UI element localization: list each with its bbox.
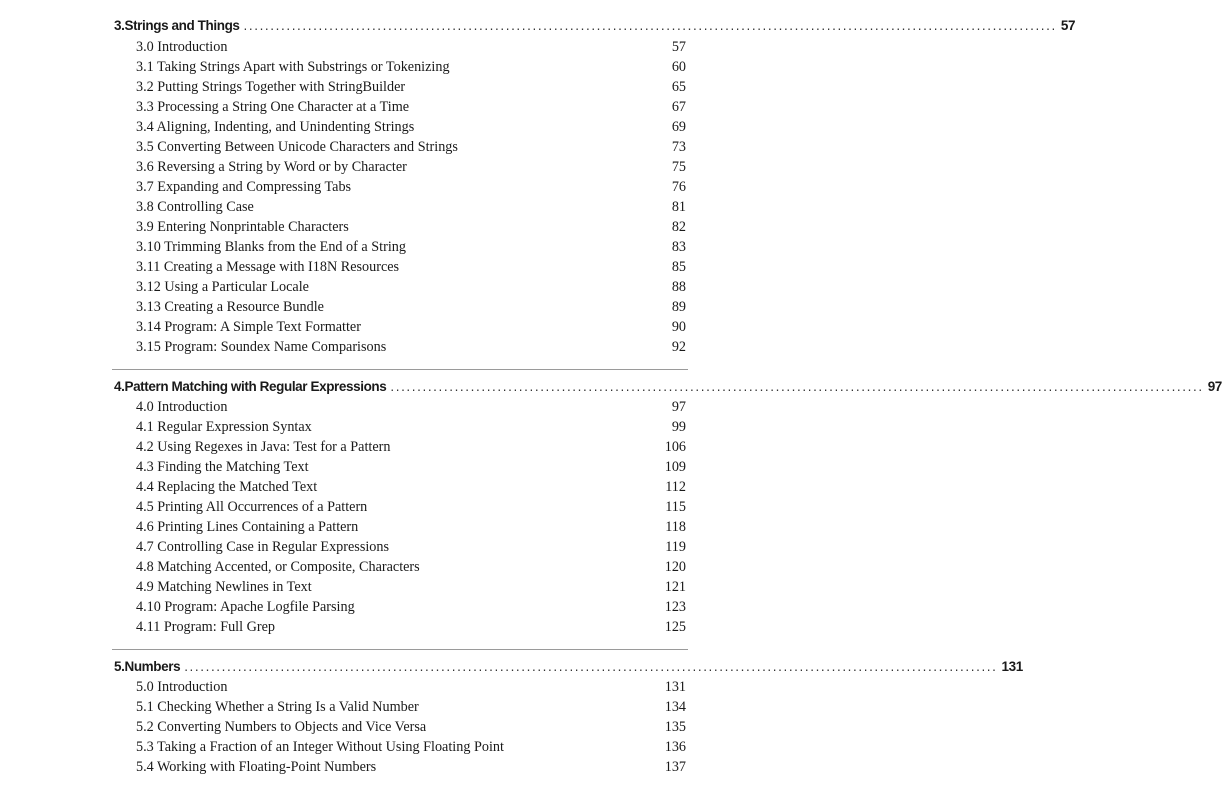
section-label: 4.7 Controlling Case in Regular Expressions xyxy=(136,539,389,555)
section-entry[interactable] xyxy=(136,259,686,279)
section-label: 4.1 Regular Expression Syntax xyxy=(136,419,312,435)
section-entry[interactable] xyxy=(136,159,686,179)
chapter-title: Numbers xyxy=(124,659,181,674)
chapter-page-number: 97 xyxy=(1207,379,1222,394)
section-entry[interactable] xyxy=(136,439,686,459)
section-page-number: 119 xyxy=(665,539,686,555)
section-entry[interactable] xyxy=(136,199,686,219)
section-entry[interactable] xyxy=(136,219,686,239)
section-entry[interactable] xyxy=(136,139,686,159)
section-page-number: 115 xyxy=(665,499,686,515)
section-page-number: 120 xyxy=(664,559,686,575)
section-page-number: 135 xyxy=(664,719,686,735)
section-label: 4.8 Matching Accented, or Composite, Characters xyxy=(136,559,420,575)
section-label: 3.2 Putting Strings Together with StringBuilder xyxy=(136,79,406,95)
section-label: 4.0 Introduction xyxy=(136,399,228,415)
section-label: 3.15 Program: Soundex Name Comparisons xyxy=(136,339,387,355)
section-page-number: 99 xyxy=(671,419,686,435)
section-entry[interactable] xyxy=(136,299,686,319)
chapter-heading[interactable] xyxy=(114,379,1222,399)
section-label: 5.3 Taking a Fraction of an Integer Without Using Floating Point xyxy=(136,739,504,755)
section-page-number: 131 xyxy=(664,679,686,695)
section-label: 3.5 Converting Between Unicode Characters and Strings xyxy=(136,139,458,155)
section-label: 3.8 Controlling Case xyxy=(136,199,254,215)
section-page-number: 85 xyxy=(671,259,686,275)
section-entry[interactable] xyxy=(136,479,686,499)
section-entry[interactable] xyxy=(136,399,686,419)
section-entry[interactable] xyxy=(136,79,686,99)
section-label: 3.14 Program: A Simple Text Formatter xyxy=(136,319,361,335)
section-label: 4.6 Printing Lines Containing a Pattern xyxy=(136,519,359,535)
section-page-number: 134 xyxy=(664,699,686,715)
section-label: 3.7 Expanding and Compressing Tabs xyxy=(136,179,352,195)
chapter-heading[interactable] xyxy=(114,659,1023,679)
section-entry[interactable] xyxy=(136,339,686,359)
section-label: 4.2 Using Regexes in Java: Test for a Pattern xyxy=(136,439,391,455)
section-page-number: 82 xyxy=(671,219,686,235)
section-page-number: 137 xyxy=(664,759,686,775)
section-label: 5.1 Checking Whether a String Is a Valid Number xyxy=(136,699,419,715)
dot-leader: ........................................................................................................................................................ xyxy=(390,379,1204,394)
section-page-number: 88 xyxy=(671,279,686,295)
section-page-number: 118 xyxy=(665,519,686,535)
section-label: 3.11 Creating a Message with I18N Resources xyxy=(136,259,400,275)
section-page-number: 67 xyxy=(671,99,686,115)
section-label: 3.9 Entering Nonprintable Characters xyxy=(136,219,349,235)
section-page-number: 73 xyxy=(671,139,686,155)
section-page-number: 83 xyxy=(671,239,686,255)
divider xyxy=(112,369,688,370)
section-entry[interactable] xyxy=(136,39,686,59)
section-entry[interactable] xyxy=(136,719,686,739)
section-page-number: 76 xyxy=(671,179,686,195)
section-entry[interactable] xyxy=(136,559,686,579)
section-page-number: 69 xyxy=(671,119,686,135)
chapter-number: 4. xyxy=(114,379,125,394)
section-entry[interactable] xyxy=(136,759,686,779)
section-page-number: 75 xyxy=(671,159,686,175)
section-label: 4.5 Printing All Occurrences of a Pattern xyxy=(136,499,368,515)
section-entry[interactable] xyxy=(136,699,686,719)
section-label: 4.10 Program: Apache Logfile Parsing xyxy=(136,599,355,615)
section-entry[interactable] xyxy=(136,679,686,699)
section-entry[interactable] xyxy=(136,119,686,139)
section-label: 3.10 Trimming Blanks from the End of a String xyxy=(136,239,406,255)
section-page-number: 65 xyxy=(671,79,686,95)
section-page-number: 125 xyxy=(664,619,686,635)
section-label: 3.13 Creating a Resource Bundle xyxy=(136,299,324,315)
section-entry[interactable] xyxy=(136,239,686,259)
chapter-page-number: 57 xyxy=(1060,18,1076,33)
divider xyxy=(112,649,688,650)
section-page-number: 81 xyxy=(671,199,686,215)
section-entry[interactable] xyxy=(136,619,686,639)
section-label: 3.0 Introduction xyxy=(136,39,228,55)
dot-leader: ........................................................................................................................................................ xyxy=(184,659,998,674)
section-label: 5.2 Converting Numbers to Objects and Vice Versa xyxy=(136,719,427,735)
section-page-number: 57 xyxy=(671,39,686,55)
chapter-page-number: 131 xyxy=(1001,659,1023,674)
section-label: 4.9 Matching Newlines in Text xyxy=(136,579,312,595)
section-entry[interactable] xyxy=(136,279,686,299)
dot-leader: ........................................................................................................................................................ xyxy=(243,18,1057,33)
section-page-number: 89 xyxy=(671,299,686,315)
section-entry[interactable] xyxy=(136,579,686,599)
section-entry[interactable] xyxy=(136,59,686,79)
section-page-number: 97 xyxy=(671,399,686,415)
section-page-number: 123 xyxy=(664,599,686,615)
chapter-number: 3. xyxy=(114,18,125,33)
section-entry[interactable] xyxy=(136,499,686,519)
section-entry[interactable] xyxy=(136,319,686,339)
section-entry[interactable] xyxy=(136,99,686,119)
section-page-number: 60 xyxy=(671,59,686,75)
chapter-number: 5. xyxy=(114,659,125,674)
section-page-number: 90 xyxy=(671,319,686,335)
section-label: 4.11 Program: Full Grep xyxy=(136,619,275,635)
section-label: 4.3 Finding the Matching Text xyxy=(136,459,309,475)
chapter-title: Strings and Things xyxy=(124,18,240,33)
section-label: 4.4 Replacing the Matched Text xyxy=(136,479,318,495)
section-label: 3.1 Taking Strings Apart with Substrings or Tokenizing xyxy=(136,59,450,75)
section-label: 3.6 Reversing a String by Word or by Character xyxy=(136,159,407,175)
chapter-heading[interactable] xyxy=(114,18,1076,38)
section-page-number: 106 xyxy=(664,439,686,455)
section-entry[interactable] xyxy=(136,419,686,439)
section-label: 3.4 Aligning, Indenting, and Unindenting Strings xyxy=(136,119,415,135)
section-page-number: 112 xyxy=(665,479,686,495)
section-label: 5.0 Introduction xyxy=(136,679,228,695)
section-entry[interactable] xyxy=(136,179,686,199)
section-entry[interactable] xyxy=(136,539,686,559)
section-label: 5.4 Working with Floating-Point Numbers xyxy=(136,759,377,775)
section-page-number: 136 xyxy=(664,739,686,755)
section-entry[interactable] xyxy=(136,599,686,619)
section-page-number: 109 xyxy=(664,459,686,475)
section-page-number: 92 xyxy=(671,339,686,355)
section-label: 3.3 Processing a String One Character at a Time xyxy=(136,99,410,115)
section-entry[interactable] xyxy=(136,519,686,539)
chapter-title: Pattern Matching with Regular Expressions xyxy=(124,379,387,394)
section-entry[interactable] xyxy=(136,739,686,759)
section-label: 3.12 Using a Particular Locale xyxy=(136,279,309,295)
section-entry[interactable] xyxy=(136,459,686,479)
section-page-number: 121 xyxy=(664,579,686,595)
